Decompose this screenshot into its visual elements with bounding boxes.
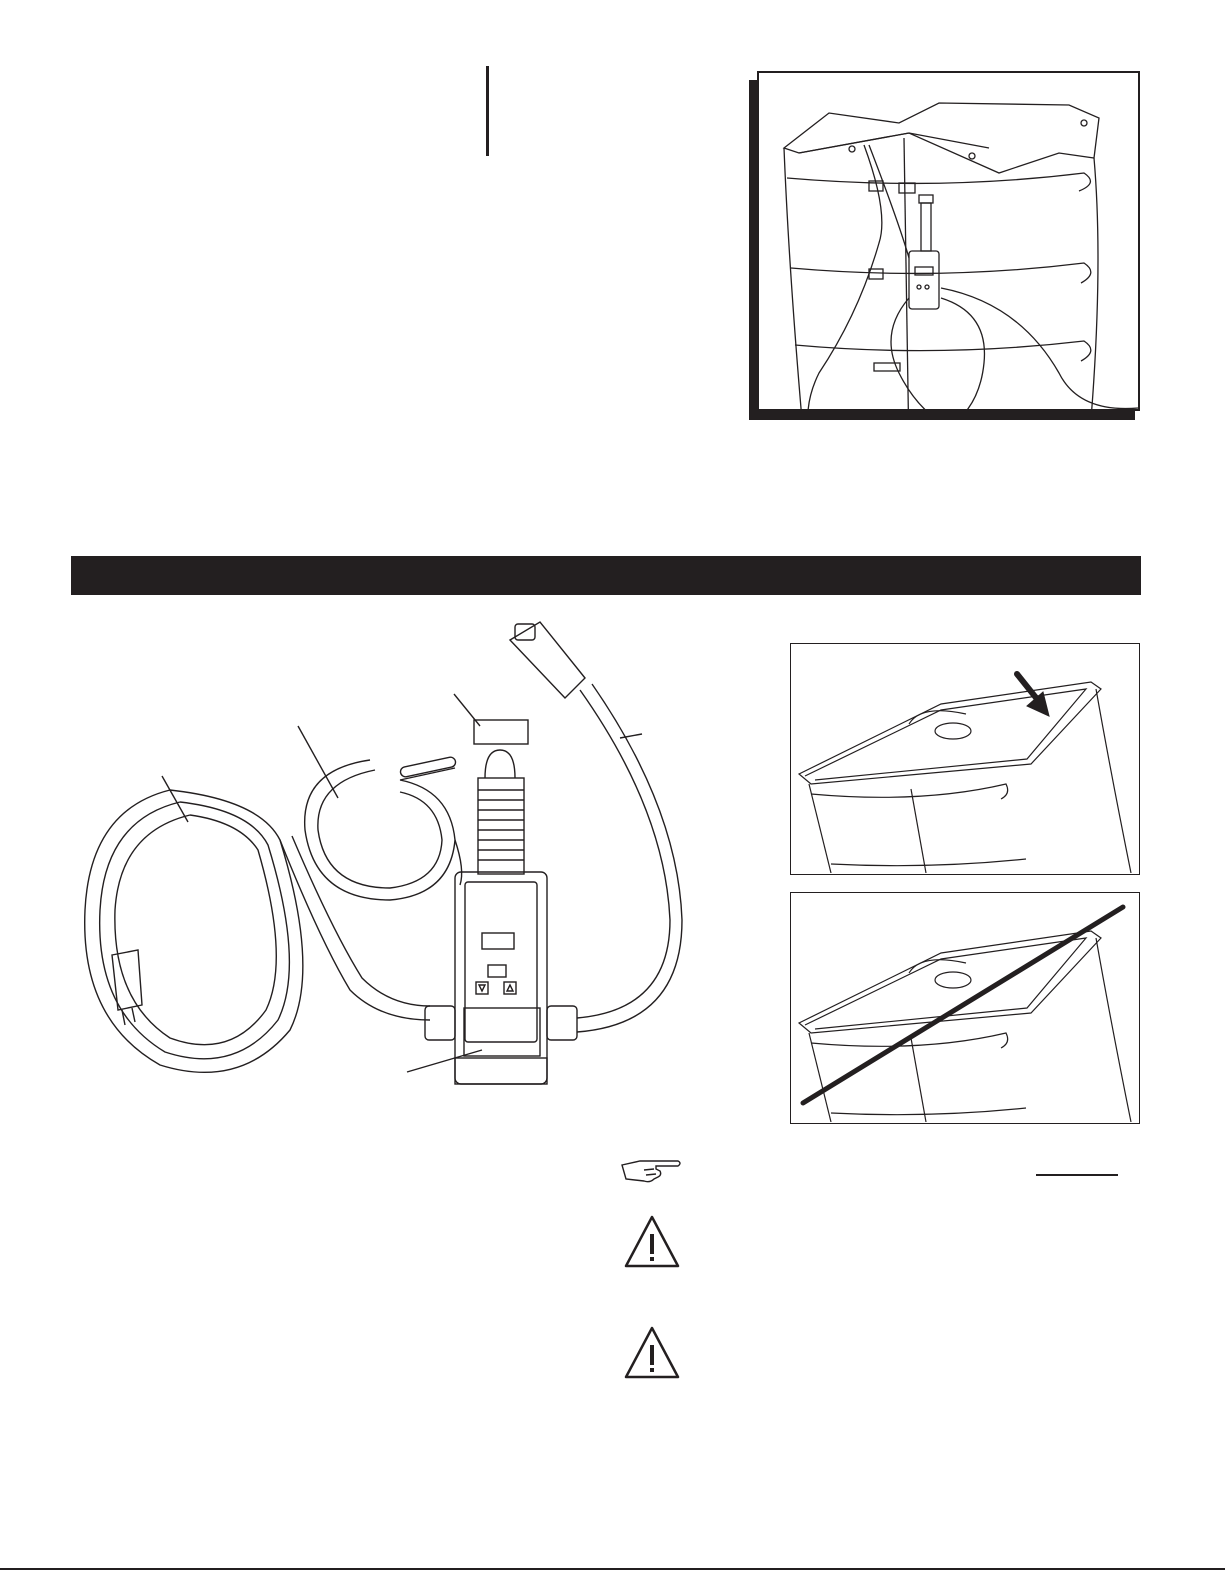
parts-diagram [70,610,710,1100]
footer-rule [0,1568,1225,1570]
warning-triangle-icon [623,1325,681,1381]
pointing-hand-icon [620,1157,684,1185]
warning-triangle-icon [623,1214,681,1270]
section-heading-bar [71,556,1141,595]
tote-top-placement-incorrect-illustration [791,893,1138,1122]
installed-blanket-figure [757,71,1140,411]
column-divider [486,66,489,156]
correct-placement-figure [790,643,1140,875]
arrow-icon [1017,674,1049,716]
strike-through-line [803,907,1123,1103]
tote-top-placement-correct-illustration [791,644,1138,873]
heater-controller-parts-illustration [70,610,710,1100]
incorrect-placement-figure [790,892,1140,1124]
ibc-tote-with-blanket-illustration [759,73,1138,409]
underline-mark [1036,1174,1118,1176]
